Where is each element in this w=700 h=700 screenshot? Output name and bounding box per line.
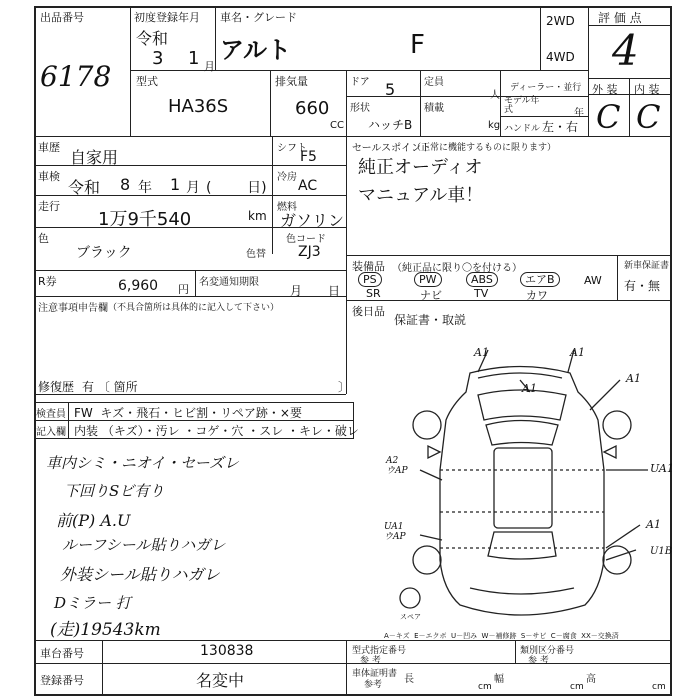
- inspection-month-unit: 月: [186, 180, 200, 196]
- equip-sr: SR: [366, 287, 381, 300]
- registration-label: 登録番号: [40, 674, 84, 687]
- damage-a1-front-left: A1: [474, 346, 489, 359]
- model-code: HA36S: [168, 96, 229, 117]
- recycle-label: R券: [38, 275, 57, 288]
- damage-u1b: U1B: [650, 546, 673, 557]
- equip-pw: PW: [414, 272, 442, 287]
- body-label: 形状: [350, 103, 370, 114]
- hand-note-6: Dミラー 打: [54, 594, 131, 612]
- repair-value: 有 〔 箇所: [82, 380, 138, 394]
- km-unit: km: [248, 209, 267, 223]
- damage-a1-hood: A1: [522, 382, 537, 395]
- inspection-day: ( 日): [206, 180, 267, 196]
- door-label: ドア: [350, 77, 370, 88]
- yen-unit: 円: [178, 283, 189, 296]
- chassis-number: 130838: [200, 643, 254, 659]
- sales-line-2: マニュアル車！: [358, 185, 484, 206]
- capacity-unit: 人: [490, 90, 500, 101]
- handle-label: ハンドル: [504, 124, 541, 134]
- shift-value: F5: [300, 149, 317, 165]
- after-label: 後日品: [352, 305, 385, 318]
- car-name: アルト: [220, 36, 292, 64]
- model-label: 型式: [136, 75, 158, 88]
- handle-value: 左・右: [542, 120, 579, 134]
- type-number-label: 型式指定番号: [352, 646, 407, 656]
- recycle-value: 6,960: [118, 278, 159, 294]
- body-size-label: 車体証明書: [352, 669, 398, 679]
- chassis-label: 車台番号: [40, 647, 84, 660]
- inspector-row-2: 内装 （キズ）・汚レ ・コゲ・穴 ・スレ ・キレ・破レ: [74, 424, 359, 438]
- first-reg-year: 3: [152, 48, 164, 69]
- color-code-label: 色コード: [286, 234, 326, 245]
- equip-leather: カワ: [526, 289, 548, 302]
- displacement-label: 排気量: [275, 75, 308, 88]
- damage-a1-rear-right: A1: [646, 518, 661, 531]
- class-number-label: 類別区分番号: [520, 646, 575, 656]
- score-label: 評 価 点: [598, 11, 642, 25]
- color-code: ZJ3: [298, 244, 321, 260]
- equip-abs: ABS: [466, 272, 498, 287]
- damage-a1-front-right: A1: [570, 346, 585, 359]
- width-label: 幅: [494, 674, 504, 685]
- cc-unit: CC: [330, 120, 344, 131]
- hand-note-2: 下回りSビ有り: [64, 482, 165, 500]
- drive-4wd: 4WD: [546, 50, 575, 64]
- notes-label: 注意事項申告欄: [38, 303, 108, 314]
- wheel-fr: [603, 411, 631, 439]
- sales-label: セールスポイント: [352, 143, 432, 154]
- damage-a2-left: A2 ウAP: [386, 456, 408, 476]
- inspection-era: 令和: [68, 178, 101, 197]
- equip-tv: TV: [474, 287, 489, 300]
- registration-value: 名変中: [196, 671, 245, 690]
- body-size-ref: 参考: [364, 680, 383, 690]
- displacement-value: 660: [295, 98, 330, 119]
- type-number-ref: 参 考: [360, 656, 381, 666]
- first-reg-month: 1: [188, 48, 200, 69]
- color-change-label: 色替: [246, 249, 266, 260]
- car-grade: F: [410, 30, 425, 60]
- equip-airbag: エアB: [520, 272, 560, 287]
- body-type: ハッチB: [368, 118, 413, 132]
- year-unit: 年: [574, 108, 584, 119]
- equip-navi: ナビ: [420, 289, 442, 302]
- inspection-year-unit: 年: [138, 180, 152, 196]
- length-label: 長: [404, 674, 414, 685]
- class-number-ref: 参 考: [528, 656, 549, 666]
- capacity-label: 定員: [424, 77, 444, 88]
- inspector-label-1: 検査員: [36, 409, 66, 420]
- fuel-value: ガソリン: [280, 211, 345, 230]
- lot-number: 6178: [40, 60, 112, 93]
- height-label: 高: [586, 674, 596, 685]
- load-unit: kg: [488, 120, 501, 131]
- inspector-label-2: 記入欄: [36, 427, 66, 438]
- mileage-label: 走行: [38, 200, 60, 213]
- equip-aw: AW: [584, 274, 602, 287]
- hand-note-7: (走)19543km: [50, 620, 161, 640]
- door-count: 5: [385, 80, 396, 99]
- load-label: 積載: [424, 103, 444, 114]
- equip-ps: PS: [358, 272, 382, 287]
- hand-note-5: 外装シール貼りハガレ: [60, 565, 220, 584]
- notes-sub: （不具合箇所は具体的に記入して下さい）: [108, 303, 280, 313]
- windshield: [486, 421, 558, 446]
- dealer-label: ディーラー・並行: [510, 83, 582, 93]
- model-year-label: モデル年式: [504, 96, 540, 115]
- damage-ua1-right: UA1: [650, 462, 674, 475]
- new-car-warranty-label: 新車保証書: [624, 261, 670, 271]
- inspection-year: 8: [120, 175, 131, 194]
- interior-label: 内 装: [634, 83, 660, 96]
- rear-bumper: [470, 588, 574, 594]
- inspection-month: 1: [170, 175, 181, 194]
- name-change-day: 日: [328, 284, 341, 298]
- repair-close: 〕: [338, 380, 351, 394]
- first-reg-era: 令和: [136, 29, 169, 48]
- damage-a1-right: A1: [626, 372, 641, 385]
- mileage-value: 1万9千540: [98, 209, 192, 230]
- car-name-label: 車名・グレード: [220, 11, 297, 24]
- exterior-grade: C: [596, 98, 621, 136]
- sales-line-1: 純正オーディオ: [358, 157, 483, 178]
- damage-legend: A－キズ E－エクボ U－凹み W－補修跡 S－サビ C－腐食 XX－交換済: [384, 632, 619, 640]
- height-unit: cm: [652, 682, 666, 692]
- ac-value: AC: [298, 178, 318, 194]
- equipment-sub: （純正品に限り〇を付ける）: [392, 263, 522, 274]
- ac-label: 冷房: [277, 172, 297, 183]
- inspector-row-1: FW キズ・飛石・ヒビ割・リペア跡・×要: [74, 406, 302, 420]
- inspection-label: 車検: [38, 170, 60, 183]
- length-unit: cm: [478, 682, 492, 692]
- equipment-label: 装備品: [352, 260, 385, 273]
- new-car-warranty-value: 有・無: [624, 279, 661, 293]
- wheel-rl: [413, 546, 441, 574]
- car-body-outline: [440, 367, 604, 616]
- first-reg-label: 初度登録年月: [134, 11, 200, 24]
- wheel-fl: [413, 411, 441, 439]
- spare-label: スペア: [400, 613, 421, 621]
- damage-ua1-left: UA1 ウAP: [384, 522, 406, 542]
- exterior-label: 外 装: [592, 83, 618, 96]
- interior-grade: C: [636, 98, 661, 136]
- lot-number-label: 出品番号: [40, 11, 84, 24]
- name-change-label: 名変通知期限: [199, 277, 259, 288]
- color-value: ブラック: [76, 245, 132, 261]
- front-bumper: [478, 373, 562, 378]
- score-value: 4: [612, 26, 639, 75]
- rear-window: [488, 532, 556, 559]
- sales-sub: （正常に機能するものに限ります）: [412, 143, 557, 153]
- width-unit: cm: [570, 682, 584, 692]
- after-value: 保証書・取説: [394, 313, 467, 327]
- drive-2wd: 2WD: [546, 14, 575, 28]
- repair-label: 修復歴: [38, 380, 75, 394]
- color-label: 色: [38, 232, 49, 245]
- roof: [494, 448, 552, 528]
- name-change-month: 月: [290, 284, 303, 298]
- fuel-label: 燃料: [277, 202, 297, 213]
- history-value: 自家用: [70, 148, 119, 167]
- hand-note-3: 前(P) A.U: [56, 511, 131, 530]
- hand-note-4: ルーフシール貼りハガレ: [62, 536, 226, 554]
- history-label: 車歴: [38, 141, 60, 154]
- spare-tire: [400, 588, 420, 608]
- hand-note-1: 車内シミ・ニオイ・セーズレ: [46, 454, 239, 472]
- first-reg-month-unit: 月: [204, 60, 215, 73]
- shift-label: シフト: [277, 143, 307, 154]
